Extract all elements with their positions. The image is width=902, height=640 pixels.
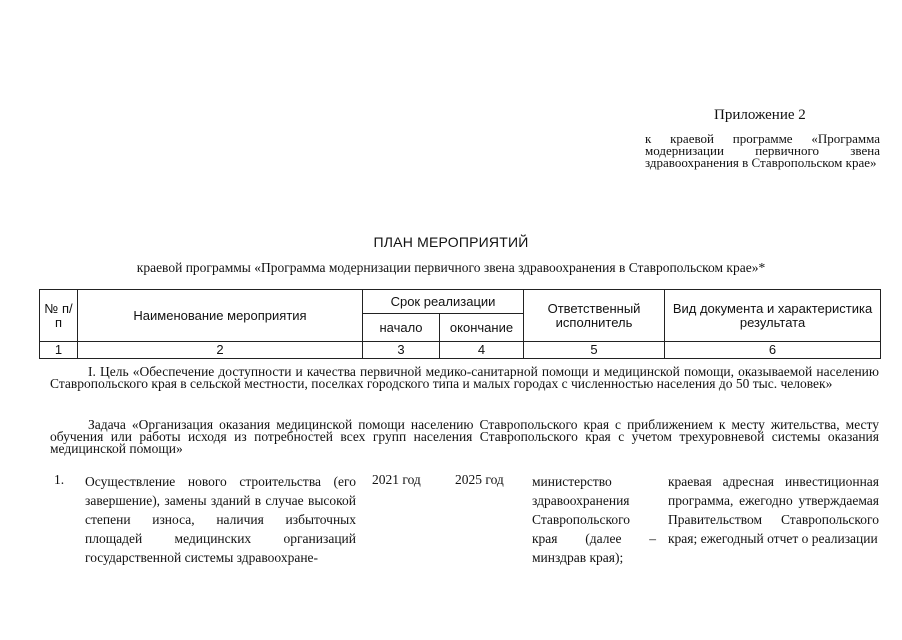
goal-section: I. Цель «Обеспечение доступности и качества первичной медико-санитарной помощи и медицинской помощи, оказываемой населению Ставропольского края в сельской местности, поселках городского типа и малых городах с численностью населения до 50 тыс. человек» — [50, 364, 879, 391]
header-executor: Ответственный исполнитель — [524, 290, 665, 342]
plan-title: ПЛАН МЕРОПРИЯТИЙ — [373, 234, 529, 250]
appendix-title: Приложение 2 — [714, 107, 806, 123]
column-number: 5 — [524, 342, 665, 359]
row-document: краевая адресная инвестиционная программа, ежегодно утверждаемая Правительством Ставропольского края; ежегодный отчет о реализации — [668, 474, 879, 546]
plan-table-header — [39, 289, 881, 359]
plan-subtitle: краевой программы «Программа модернизации первичного звена здравоохранения в Ставропольском крае»* — [136, 260, 766, 275]
column-number: 4 — [440, 342, 524, 359]
task-section: Задача «Организация оказания медицинской помощи населению Ставропольского края с приближением к месту жительства, месту обучения или работы исходя из потребностей всех групп населения Ставропольского края с учетом трехуровневой системы оказания медицинской помощи» — [50, 417, 879, 456]
header-end: окончание — [440, 314, 524, 342]
row-activity-name: Осуществление нового строительства (его завершение), замены зданий в случае высокой степени износа, наличия избыточных площадей медицинских организаций государственной системы здравоохране- — [85, 474, 356, 565]
column-number: 2 — [78, 342, 363, 359]
header-document: Вид документа и характеристика результата — [665, 290, 881, 342]
header-period: Срок реализации — [363, 290, 524, 314]
header-start: начало — [363, 314, 440, 342]
column-number: 1 — [40, 342, 78, 359]
header-name: Наименование мероприятия — [78, 290, 363, 342]
row-start-year: 2021 год — [372, 472, 421, 487]
column-number: 6 — [665, 342, 881, 359]
appendix-note: к краевой программе «Программа модернизации первичного звена здравоохранения в Ставропольском крае» — [645, 131, 880, 170]
row-number: 1. — [54, 472, 65, 487]
column-number: 3 — [363, 342, 440, 359]
row-end-year: 2025 год — [455, 472, 504, 487]
header-num: № п/п — [40, 290, 78, 342]
row-executor: министерство здравоохранения Ставропольского края (далее – минздрав края); — [532, 474, 656, 565]
